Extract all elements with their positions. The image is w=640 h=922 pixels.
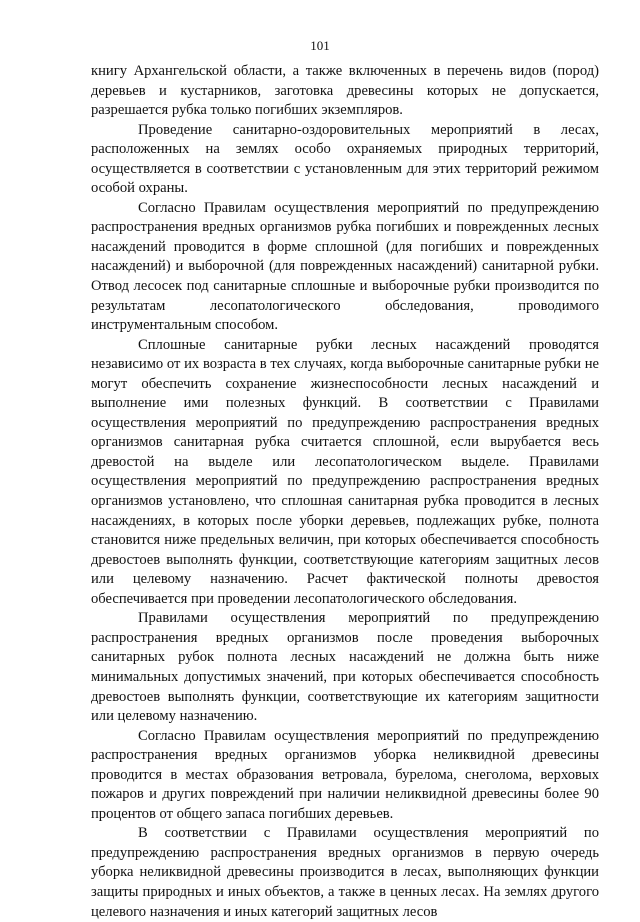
paragraph: В соответствии с Правилами осуществления мероприятий по предупреждению распространения вредных организмов в первую очередь уборка неликвидной древесины производится в лесах, выполняющих функции защиты природных и иных объектов, а также в ценных лесах. На землях другого целевого назначения и иных категорий защитных лесов <box>91 825 599 920</box>
paragraph: Проведение санитарно-оздоровительных мероприятий в лесах, расположенных на землях особо охраняемых природных территорий, осуществляется в соответствии с установленным для этих территорий режимом особой охраны. <box>91 121 599 197</box>
paragraph-continued: книгу Архангельской области, а также включенных в перечень видов (пород) деревьев и кустарников, заготовка древесины которых не допускается, разрешается рубка только погибших экземпляров. <box>91 63 599 119</box>
paragraph: Сплошные санитарные рубки лесных насаждений проводятся независимо от их возраста в тех случаях, когда выборочные санитарные рубки не могут обеспечить сохранение жизнеспособности лесных насаждений и выполнение ими полезных функций. В соответствии с Правилами осуществления мероприятий по предупреждению распространения вредных организмов санитарная рубка считается сплошной, если вырубается весь древостой на выделе или лесопатологическом выделе. Правилами осуществления мероприятий по предупреждению распространения вредных организмов установлено, что сплошная санитарная рубка проводится в лесных насаждениях, в которых после уборки деревьев, подлежащих рубке, полнота становится ниже предельных величин, при которых обеспечивается способность древостоев выполнять функции, соответствующие категориям защитных лесов или целевому назначению. Расчет фактической полноты древостоя обеспечивается при проведении лесопатологического обследования. <box>91 336 599 607</box>
paragraph: Согласно Правилам осуществления мероприятий по предупреждению распространения вредных организмов рубка погибших и поврежденных лесных насаждений проводится в форме сплошной (для погибших и поврежденных насаждений) и выборочной (для поврежденных насаждений) санитарной рубки. Отвод лесосек под санитарные сплошные и выборочные рубки производится по результатам лесопатологического обследования, проводимого инструментальным способом. <box>91 199 599 334</box>
paragraph: Правилами осуществления мероприятий по предупреждению распространения вредных организмов после проведения выборочных санитарных рубок полнота лесных насаждений не должна быть ниже минимальных допустимых значений, при которых обеспечивается способность древостоев выполнять функции, соответствующие их категориям защитности или целевому назначению. <box>91 610 599 725</box>
page-number: 101 <box>310 38 330 53</box>
paragraph: Согласно Правилам осуществления мероприятий по предупреждению распространения вредных организмов уборка неликвидной древесины проводится в местах образования ветровала, бурелома, снеголома, верховых пожаров и других повреждений при наличии неликвидной древесины более 90 процентов от общего запаса погибших деревьев. <box>91 727 599 822</box>
body-text <box>91 62 599 922</box>
